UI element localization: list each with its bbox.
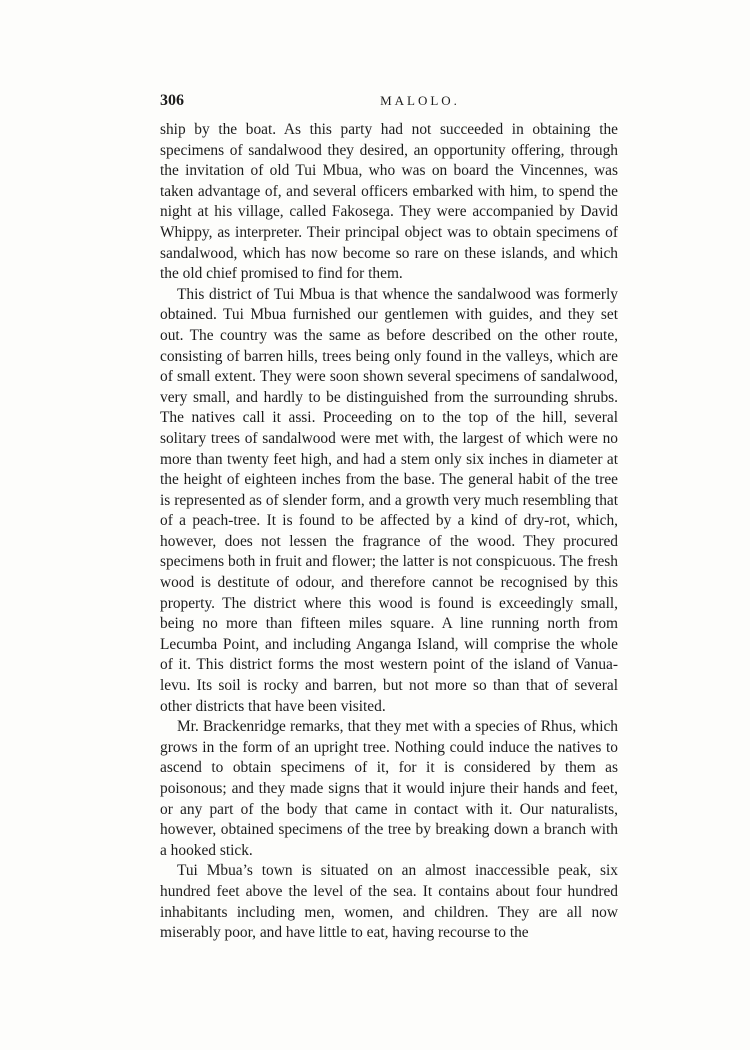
- paragraph-3: Mr. Brackenridge remarks, that they met with a species of Rhus, which grows in the form of an upright tree. Nothing could induce the natives to ascend to obtain specimens of it, for it is considered by them as poisonous; and they made signs that it would injure their hands and feet, or any part of the body that came in contact with it. Our naturalists, however, obtained specimens of the tree by breaking down a branch with a hooked stick.: [160, 718, 618, 859]
- body-text: [160, 120, 618, 944]
- paragraph-4: Tui Mbua’s town is situated on an almost inaccessible peak, six hundred feet above the level of the sea. It contains about four hundred inhabitants including men, women, and children. They are all now miserably poor, and have little to eat, having recourse to the: [160, 862, 618, 942]
- running-title: MALOLO.: [380, 93, 460, 108]
- page-number: 306: [160, 92, 184, 109]
- running-head: [160, 92, 620, 114]
- paragraph-2: This district of Tui Mbua is that whence the sandalwood was formerly obtained. Tui Mbua furnished our gentlemen with guides, and they set out. The country was the same as before described on the other route, consisting of barren hills, trees being only found in the valleys, which are of small extent. They were soon shown several specimens of sandalwood, very small, and hardly to be distinguished from the surrounding shrubs. The natives call it assi. Proceeding on to the top of the hill, several solitary trees of sandalwood were met with, the largest of which were no more than twenty feet high, and had a stem only six inches in diameter at the height of eighteen inches from the base. The general habit of the tree is represented as of slender form, and a growth very much resembling that of a peach-tree. It is found to be affected by a kind of dry-rot, which, however, does not lessen the fragrance of the wood. They procured specimens both in fruit and flower; the latter is not conspicuous. The fresh wood is destitute of odour, and therefore cannot be recognised by this property. The district where this wood is found is exceedingly small, being no more than fifteen miles square. A line running north from Lecumba Point, and including Anganga Island, will comprise the whole of it. This district forms the most western point of the island of Vanua-levu. Its soil is rocky and barren, but not more so than that of several other districts that have been visited.: [160, 285, 618, 715]
- paragraph-1: ship by the boat. As this party had not succeeded in obtaining the specimens of sandalwood they desired, an opportunity offering, through the invitation of old Tui Mbua, who was on board the Vincennes, was taken advantage of, and several officers embarked with him, to spend the night at his village, called Fakosega. They were accompanied by David Whippy, as interpreter. Their principal object was to obtain specimens of sandalwood, which has now become so rare on these islands, and which the old chief promised to find for them.: [160, 121, 618, 283]
